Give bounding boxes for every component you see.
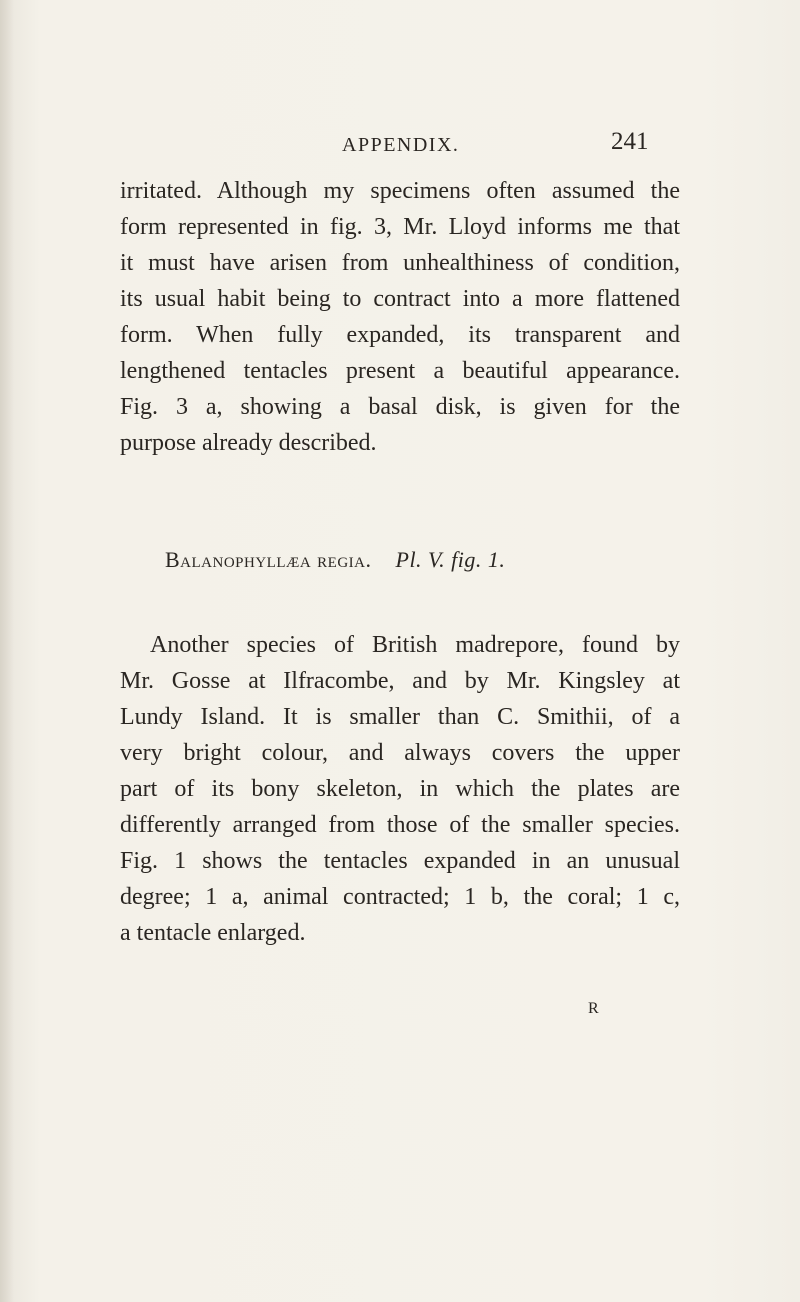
text-line: purpose already described. [120,430,377,456]
running-head: APPENDIX. [342,134,460,156]
species-name: Balanophyllæa regia. [165,547,372,572]
text-line: degree; 1 a, animal contracted; 1 b, the coral; 1 c, [120,884,680,910]
plate-reference: Pl. V. fig. 1. [395,547,506,572]
text-line: Mr. Gosse at Ilfracombe, and by Mr. Kingsley at [120,668,680,694]
page-header [0,128,800,168]
text-line: form. When fully expanded, its transparent and [120,322,680,348]
text-line: form represented in fig. 3, Mr. Lloyd informs me that [120,214,680,240]
text-line: part of its bony skeleton, in which the plates are [120,776,680,802]
text-line: it must have arisen from unhealthiness of condition, [120,250,680,276]
text-line: its usual habit being to contract into a more flattened [120,286,680,312]
section-heading [165,547,505,573]
body-paragraph-2 [120,627,680,951]
text-line: Lundy Island. It is smaller than C. Smithii, of a [120,704,680,730]
text-line: Fig. 3 a, showing a basal disk, is given for the [120,394,680,420]
page-number: 241 [611,128,649,155]
text-line: very bright colour, and always covers the upper [120,740,680,766]
body-paragraph-1 [120,173,680,461]
page-gutter-shadow [0,0,14,1302]
text-line: a tentacle enlarged. [120,920,306,946]
printer-signature-mark: R [588,1000,600,1017]
text-line: irritated. Although my specimens often assumed the [120,178,680,204]
text-line: differently arranged from those of the smaller species. [120,812,680,838]
text-line: Fig. 1 shows the tentacles expanded in an unusual [120,848,680,874]
text-line: lengthened tentacles present a beautiful appearance. [120,358,680,384]
text-line: Another species of British madrepore, found by [150,632,680,658]
